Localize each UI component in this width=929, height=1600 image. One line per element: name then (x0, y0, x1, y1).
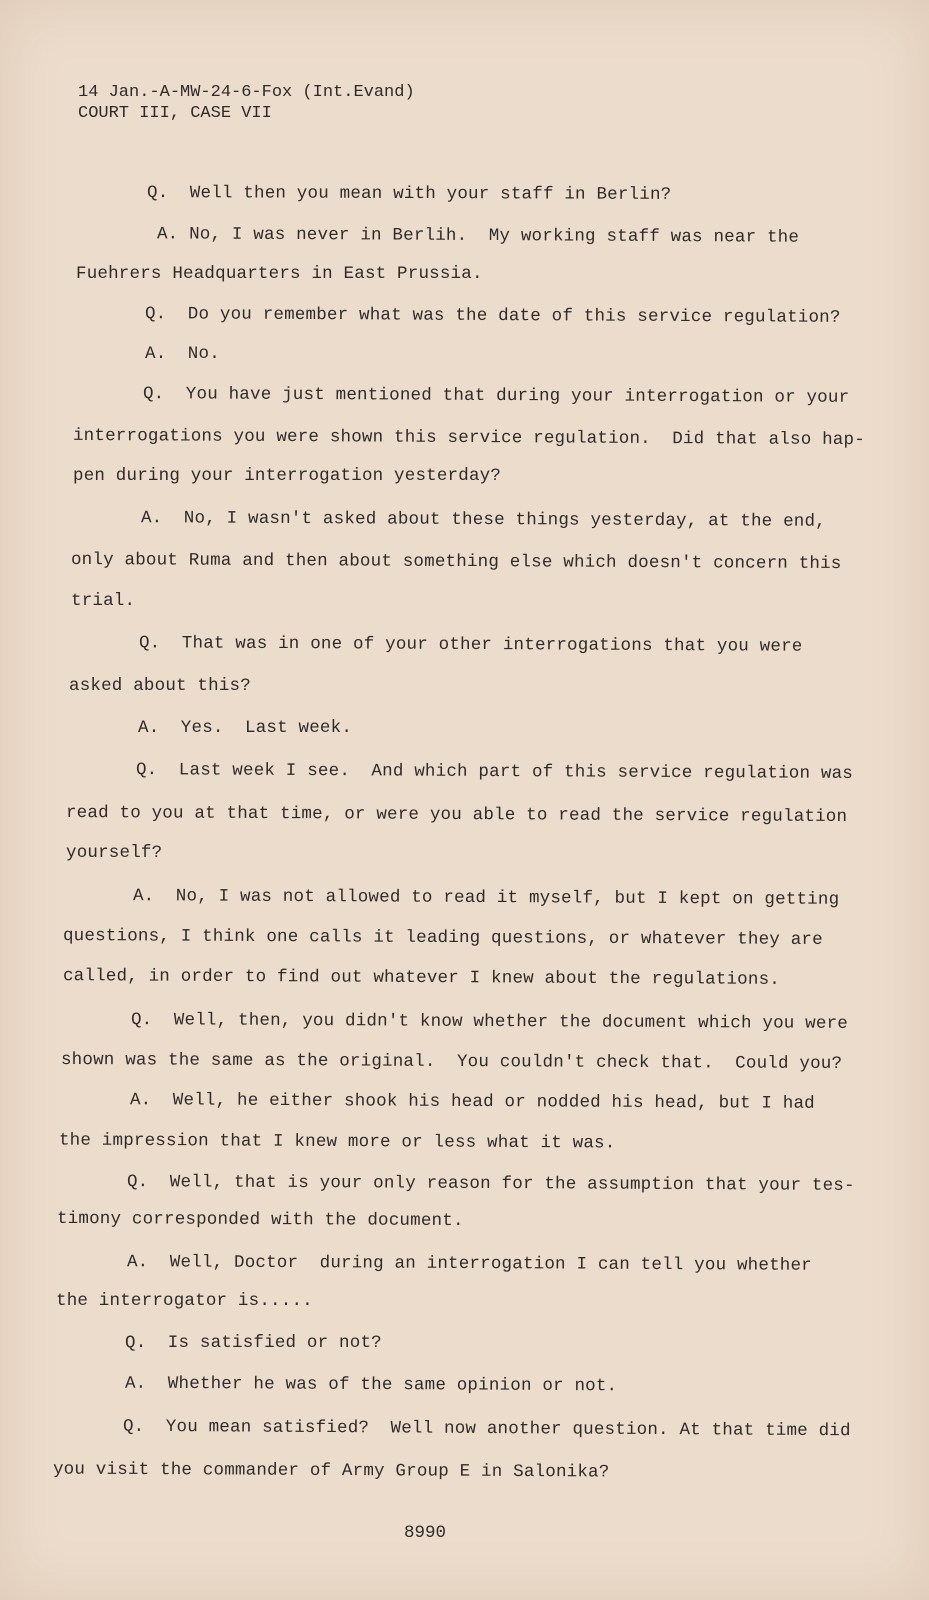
transcript-line: A. No. (145, 344, 220, 364)
header-line-2: COURT III, CASE VII (78, 104, 272, 123)
transcript-line: Q. You have just mentioned that during your interrogation or your (142, 384, 850, 408)
transcript-line: only about Ruma and then about something else which doesn't concern this (70, 549, 842, 575)
transcript-line: A. Well, Doctor during an interrogation I can tell you whether (126, 1252, 812, 1276)
transcript-line: Q. Do you remember what was the date of this service regulation? (144, 304, 841, 328)
transcript-line: the interrogator is..... (56, 1291, 313, 1311)
transcript-line: yourself? (66, 843, 163, 863)
transcript-line: read to you at that time, or were you able to read the service regulation (65, 802, 848, 828)
transcript-line: Q. Well, that is your only reason for the assumption that your tes- (126, 1172, 855, 1196)
transcript-line: timony corresponded with the document. (56, 1208, 464, 1232)
transcript-line: shown was the same as the original. You couldn't check that. Could you? (60, 1049, 843, 1075)
transcript-line: trial. (71, 591, 136, 611)
transcript-line: Q. Well, then, you didn't know whether the document which you were (130, 1010, 849, 1034)
transcript-line: Q. Last week I see. And which part of this service regulation was (135, 760, 854, 784)
header-line-1: 14 Jan.-A-MW-24-6-Fox (Int.Evand) (78, 83, 415, 102)
transcript-line: the impression that I knew more or less what it was. (58, 1130, 616, 1154)
transcript-line: interrogations you were shown this service regulation. Did that also hap- (72, 425, 865, 451)
transcript-line: Q. Well then you mean with your staff in Berlin? (146, 183, 672, 205)
document-header (78, 82, 415, 124)
transcript-line: A. Yes. Last week. (138, 718, 353, 738)
transcript-line: A. No, I wasn't asked about these things yesterday, at the end, (140, 508, 826, 532)
transcript-line: Q. You mean satisfied? Well now another question. At that time did (122, 1416, 851, 1442)
transcript-line: you visit the commander of Army Group E in Salonika? (52, 1459, 610, 1483)
transcript-line: Fuehrers Headquarters in East Prussia. (76, 264, 483, 284)
transcript-line: A. No, I was not allowed to read it myself, but I kept on getting (132, 886, 840, 910)
transcript-line: Q. That was in one of your other interrogations that you were (138, 633, 803, 657)
transcript-line: A. Well, he either shook his head or nodded his head, but I had (129, 1090, 815, 1114)
transcript-line: questions, I think one calls it leading questions, or whatever they are (62, 926, 823, 950)
transcript-line: asked about this? (69, 676, 251, 696)
transcript-line: Q. Is satisfied or not? (125, 1333, 382, 1353)
page-number: 8990 (404, 1523, 447, 1543)
transcript-line: pen during your interrogation yesterday? (73, 466, 502, 486)
transcript-line: A. No, I was never in Berlih. My working staff was near the (156, 224, 800, 248)
transcript-line: A. Whether he was of the same opinion or not. (124, 1373, 618, 1397)
transcript-line: called, in order to find out whatever I knew about the regulations. (62, 966, 781, 990)
